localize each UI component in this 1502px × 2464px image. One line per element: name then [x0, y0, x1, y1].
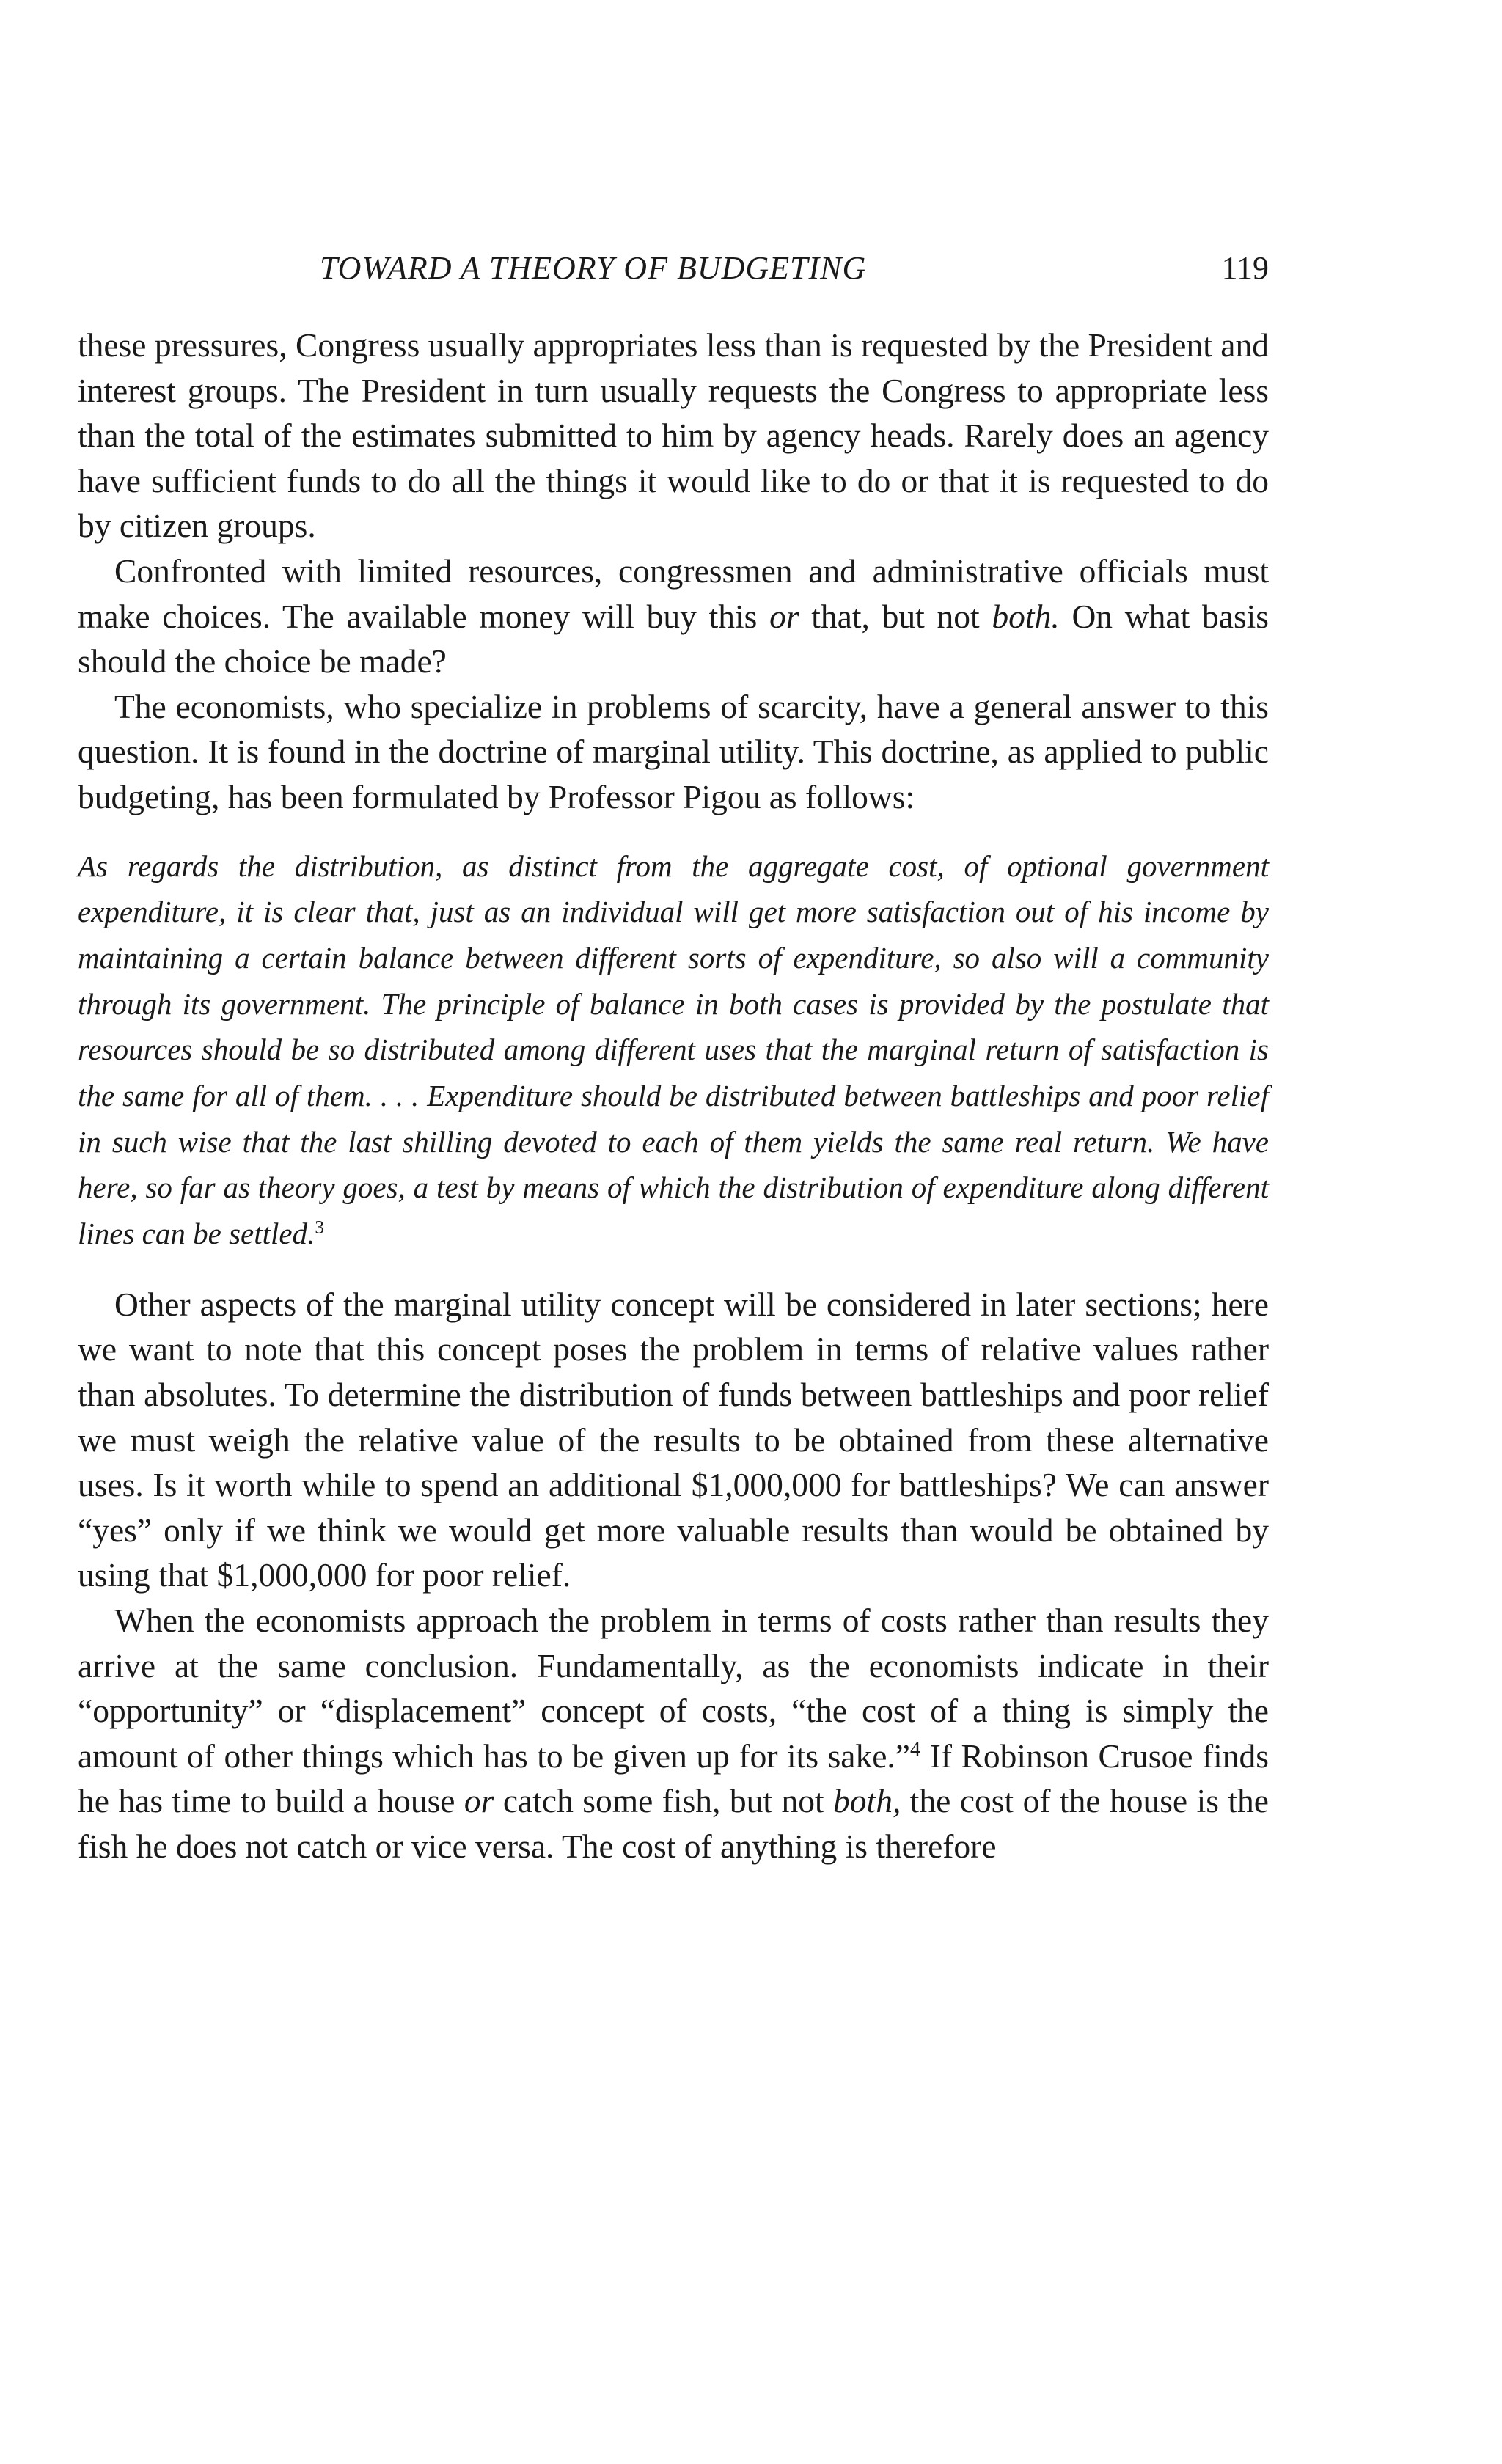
- paragraph-continuation: these pressures, Congress usually appropriates less than is requested by the President and interest groups. The President in turn usually requests the Congress to appropriate less than the total of the estimates submitted to him by agency heads. Rarely does an agency have sufficient funds to do all the things it would like to do or that it is requested to do by citizen groups.: [78, 326, 1269, 545]
- paragraph-costs: When the economists approach the problem in terms of costs rather than results they arrive at the same conclusion. Fundamentally, as the economists indicate in their “opportunity” or “displacement” concept of costs, “the cost of a thing is simply the amount of other things which has to be given up for its sake.”$^4$ If Robinson Crusoe finds he has time to build a house or catch some fish, but not both, the cost of the house is the fish he does not catch or vice versa. The cost of anything is therefore: [78, 1602, 1269, 1865]
- emphasis-or: or: [769, 597, 799, 635]
- block-quote-pigou: As regards the distribution, as distinct from the aggregate cost, of optional government expenditure, it is clear that, just as an individual will get more satisfaction out of his income by maintaining a certain balance between different sorts of expenditure, so also will a community through its government. The principle of balance in both cases is provided by the postulate that resources should be so distributed among different uses that the marginal return of satisfaction is the same for all of them. . . . Expenditure should be distributed between battleships and poor relief in such wise that the last shilling devoted to each of them yields the same real return. We have here, so far as theory goes, a test by means of which the distribution of expenditure along different lines can be settled.$^3$: [78, 848, 1269, 1251]
- paragraph-choices: Confronted with limited resources, congressmen and administrative officials must make choices. The available money will buy this or that, but not both. On what basis should the choice be made?: [78, 551, 1270, 681]
- book-page: [78, 246, 1269, 1869]
- body-text: [78, 323, 1269, 1869]
- paragraph-marginal-utility: Other aspects of the marginal utility concept will be considered in later sections; here we want to note that this concept poses the problem in terms of relative values rather than absolutes. To determine the distribution of funds between battleships and poor relief we must weigh the relative value of the results to be obtained from these alternative uses. Is it worth while to spend an additional $1,000,000 for battleships? We can answer “yes” only if we think we would get more valuable results than would be obtained by using that $1,000,000 for poor relief.: [78, 1285, 1269, 1594]
- paragraph-economists: The economists, who specialize in problems of scarcity, have a general answer to this question. It is found in the doctrine of marginal utility. This doctrine, as applied to public budgeting, has been formulated by Professor Pigou as follows:: [78, 687, 1269, 815]
- footnote-ref-3: 3: [315, 1217, 325, 1238]
- page-number: 119: [1221, 250, 1269, 286]
- emphasis-both: both,: [833, 1782, 901, 1820]
- emphasis-or: or: [464, 1782, 494, 1820]
- running-title: TOWARD A THEORY OF BUDGETING: [320, 250, 867, 286]
- emphasis-both: both.: [992, 597, 1060, 635]
- footnote-ref-4: 4: [910, 1737, 921, 1761]
- running-head: [78, 246, 1269, 290]
